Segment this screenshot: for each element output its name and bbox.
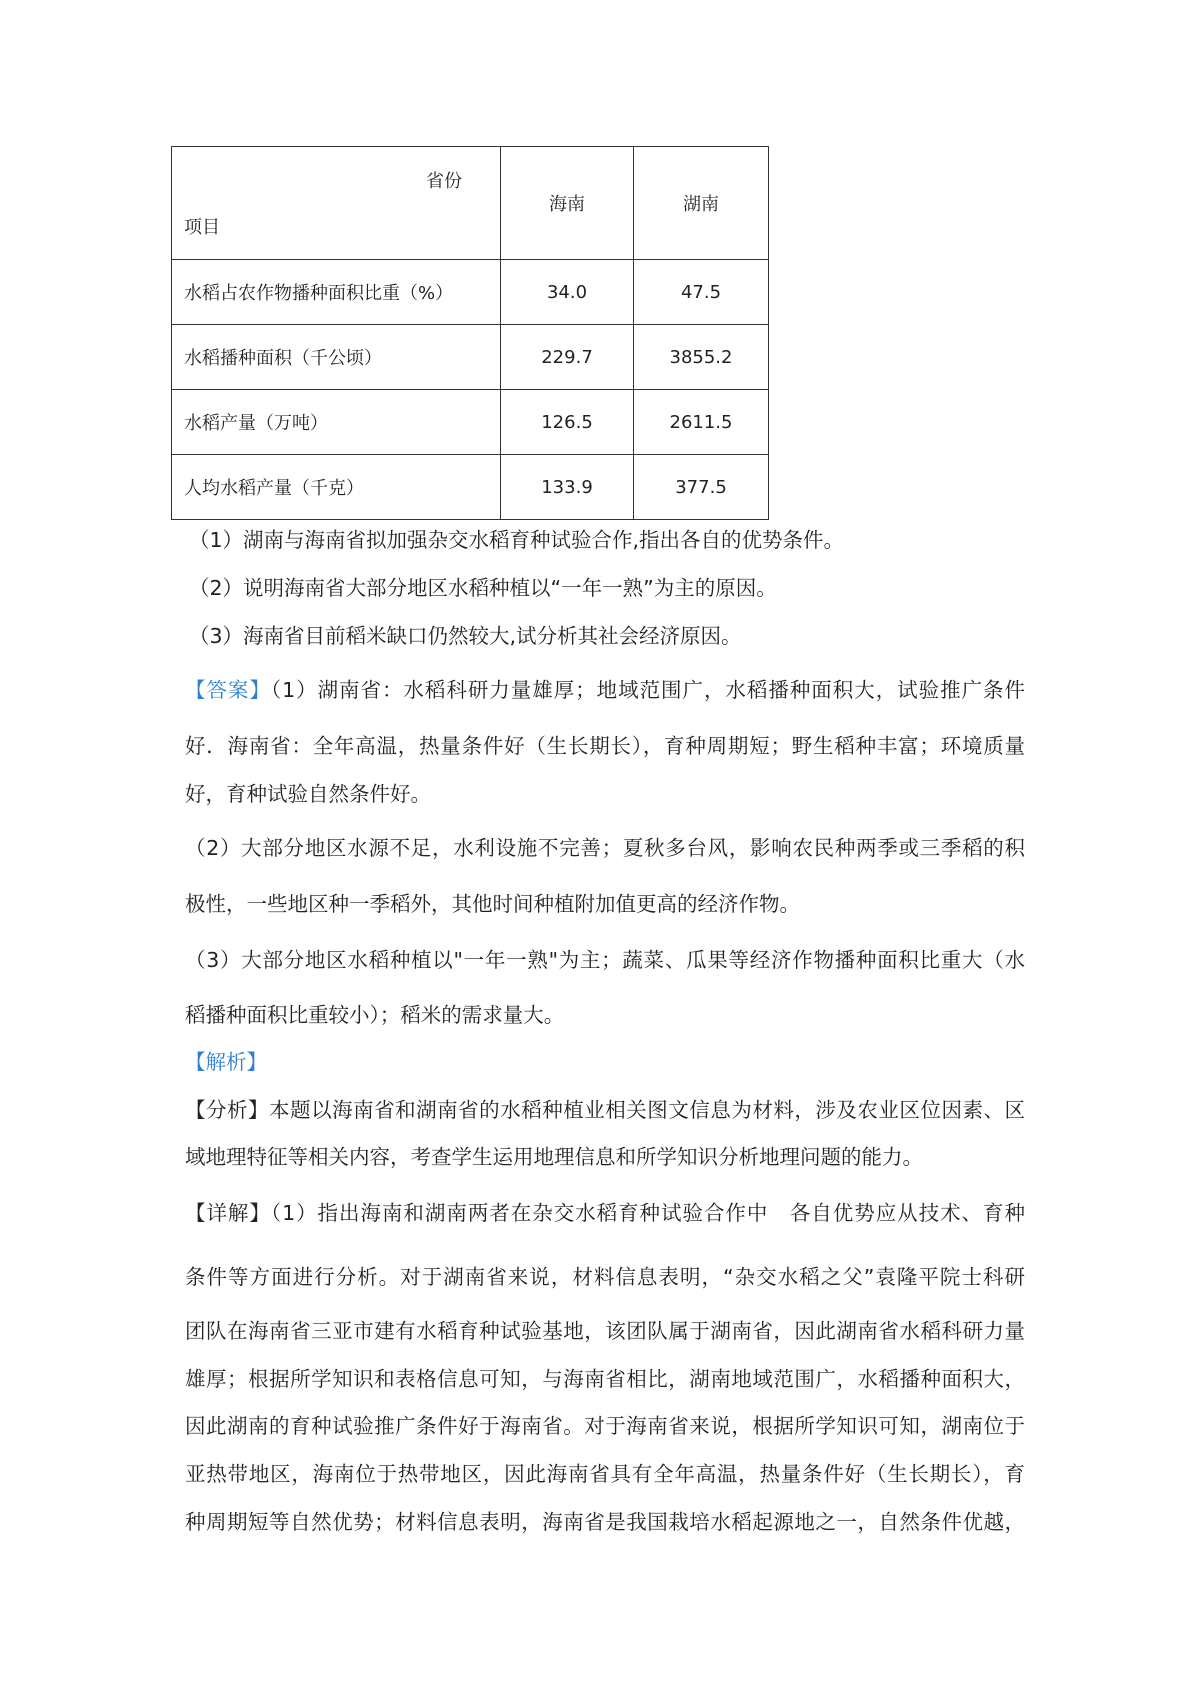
- detail-line: 亚热带地区，海南位于热带地区，因此海南省具有全年高温，热量条件好（生长期长），育: [185, 1462, 1025, 1486]
- hunan-value: 2611.5: [634, 390, 769, 455]
- table-row: [172, 325, 769, 390]
- answer-line: 极性，一些地区种一季稻外，其他时间种植附加值更高的经济作物。: [185, 892, 800, 916]
- answer-line: （2）大部分地区水源不足，水利设施不完善；夏秋多台风，影响农民种两季或三季稻的积: [185, 836, 1025, 860]
- analysis-line: 域地理特征等相关内容，考查学生运用地理信息和所学知识分析地理问题的能力。: [185, 1145, 923, 1169]
- analysis-line: 【分析】本题以海南省和湖南省的水稻种植业相关图文信息为材料，涉及农业区位因素、区: [185, 1098, 1025, 1122]
- row-item: 水稻产量（万吨）: [172, 390, 501, 455]
- table-row: [172, 390, 769, 455]
- row-item: 水稻占农作物播种面积比重（%）: [172, 260, 501, 325]
- detail-line: 雄厚；根据所学知识和表格信息可知，与海南省相比，湖南地域范围广，水稻播种面积大，: [185, 1367, 1025, 1391]
- hunan-value: 3855.2: [634, 325, 769, 390]
- answer-line: [185, 677, 1025, 703]
- answer-line: （3）大部分地区水稻种植以"一年一熟"为主；蔬菜、瓜果等经济作物播种面积比重大（水: [185, 948, 1025, 972]
- detail-line: 条件等方面进行分析。对于湖南省来说，材料信息表明，“杂交水稻之父”袁隆平院士科研: [185, 1265, 1025, 1289]
- analysis-tag: 【解析】: [185, 1050, 267, 1074]
- answer-line: 好．海南省：全年高温，热量条件好（生长期长），育种周期短；野生稻种丰富；环境质量: [185, 734, 1025, 758]
- question-2: （2）说明海南省大部分地区水稻种植以“一年一熟”为主的原因。: [189, 576, 777, 600]
- table-row: [172, 260, 769, 325]
- header-hunan: 湖南: [634, 147, 769, 260]
- table-row: [172, 455, 769, 520]
- detail-line: 因此湖南的育种试验推广条件好于海南省。对于海南省来说，根据所学知识可知，湖南位于: [185, 1414, 1025, 1438]
- col-header-label: 省份: [426, 171, 462, 192]
- row-item: 水稻播种面积（千公顷）: [172, 325, 501, 390]
- hunan-value: 377.5: [634, 455, 769, 520]
- hainan-value: 229.7: [501, 325, 634, 390]
- rice-data-table: [171, 146, 769, 520]
- question-1: （1）湖南与海南省拟加强杂交水稻育种试验合作,指出各自的优势条件。: [189, 528, 845, 552]
- diagonal-header-cell: [172, 147, 501, 260]
- row-header-label: 项目: [184, 217, 220, 238]
- detail-line: 团队在海南省三亚市建有水稻育种试验基地，该团队属于湖南省，因此湖南省水稻科研力量: [185, 1319, 1025, 1343]
- table-header-row: [172, 147, 769, 260]
- detail-line: 种周期短等自然优势；材料信息表明，海南省是我国栽培水稻起源地之一，自然条件优越，: [185, 1510, 1025, 1534]
- header-hainan: 海南: [501, 147, 634, 260]
- answer-line: 稻播种面积比重较小）；稻米的需求量大。: [185, 1003, 565, 1027]
- detail-line: 【详解】（1）指出海南和湖南两者在杂交水稻育种试验合作中 各自优势应从技术、育种: [185, 1201, 1025, 1225]
- hainan-value: 133.9: [501, 455, 634, 520]
- answer-line: 好，育种试验自然条件好。: [185, 782, 431, 806]
- answer-text: （1）湖南省：水稻科研力量雄厚；地域范围广，水稻播种面积大，试验推广条件: [270, 678, 1026, 702]
- answer-tag: 【答案】: [185, 678, 271, 702]
- question-3: （3）海南省目前稻米缺口仍然较大,试分析其社会经济原因。: [189, 624, 742, 648]
- hunan-value: 47.5: [634, 260, 769, 325]
- row-item: 人均水稻产量（千克）: [172, 455, 501, 520]
- hainan-value: 126.5: [501, 390, 634, 455]
- hainan-value: 34.0: [501, 260, 634, 325]
